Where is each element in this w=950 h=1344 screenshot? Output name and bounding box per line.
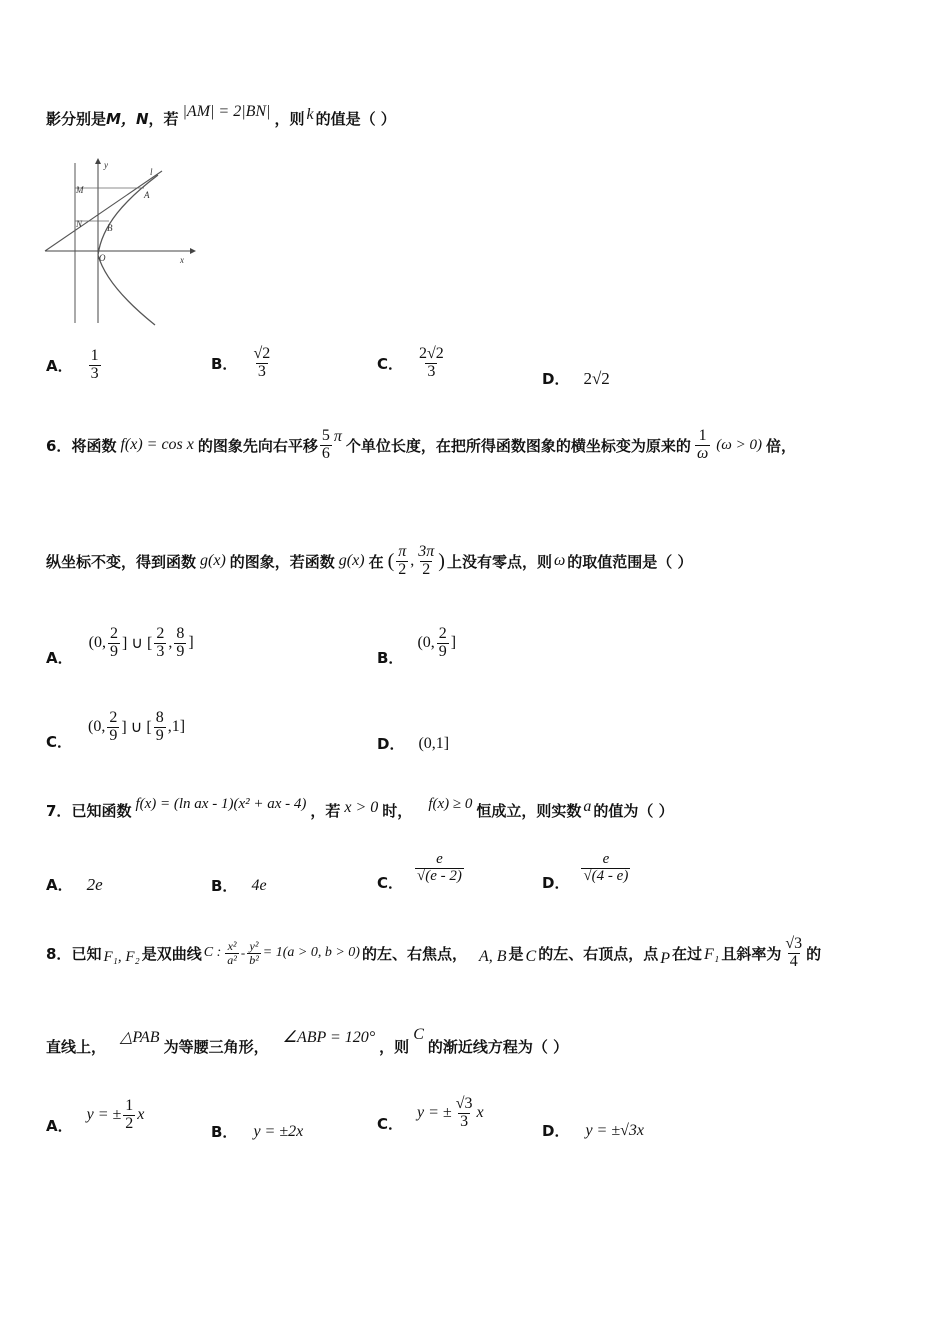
q8-text-5: 的左、右顶点，点 <box>538 944 659 963</box>
numerator: 2√2 <box>419 345 444 362</box>
q6-text-9: 的取值范围是（ ） <box>567 552 693 571</box>
option-label: C． <box>377 1114 404 1133</box>
q8-focus-f1: F₁ <box>704 946 720 964</box>
q8-text-3: 的左、右焦点， <box>361 944 467 963</box>
q8-angle: ∠ABP = 120° <box>282 1028 376 1046</box>
option-part: y = ± <box>86 1106 122 1124</box>
q6-shift-pi: π <box>333 428 342 446</box>
q8-option-b[interactable] <box>211 1121 303 1142</box>
q8-text-4: 是 <box>508 944 524 963</box>
option-part: ] <box>450 634 457 652</box>
q8-text-2: 是双曲线 <box>141 944 202 963</box>
numerator: y² <box>249 939 259 954</box>
label-m: M <box>76 185 84 195</box>
q7-text-5: 的值为（ ） <box>593 802 674 820</box>
option-fraction <box>174 626 186 661</box>
denominator: 3 <box>257 362 266 380</box>
option-value: 2e <box>86 874 103 894</box>
q5-text-d: 的值是（ ） <box>315 110 396 128</box>
label-b: B <box>107 223 113 233</box>
option-label: A． <box>46 356 73 375</box>
q7-text-1: 已知函数 <box>71 802 132 820</box>
q7-text-2: ，若 <box>310 802 341 820</box>
q6-text-4: 倍， <box>765 436 796 455</box>
q5-condition: |AM| = 2|BN| <box>182 102 271 120</box>
denominator: 3 <box>156 642 165 660</box>
denominator: 2 <box>398 560 407 578</box>
q6-text-3: 个单位长度，在把所得函数图象的横坐标变为原来的 <box>345 436 691 455</box>
q8-curve-ref-1: C <box>525 948 537 966</box>
q8-foci: F₁, F₂ <box>103 948 140 965</box>
denominator: √(e - 2) <box>417 867 462 884</box>
q8-x-term <box>225 940 239 966</box>
option-label: A． <box>46 1116 73 1135</box>
q8-curve-ref-2: C <box>413 1025 424 1043</box>
option-label: B． <box>211 354 238 373</box>
numerator: 3π <box>418 543 435 560</box>
label-n: N <box>76 219 83 229</box>
option-part: ] ∪ [ <box>121 635 153 653</box>
q7-option-c[interactable] <box>377 851 466 892</box>
option-label: B． <box>211 1123 238 1141</box>
option-fraction <box>154 626 166 661</box>
option-label: A． <box>46 648 73 667</box>
q8-text-10: 为等腰三角形， <box>163 1038 269 1056</box>
option-part: (0, <box>88 634 106 652</box>
question-number: 7． <box>46 802 72 820</box>
denominator: ω <box>696 444 709 462</box>
q6-option-c[interactable] <box>46 709 186 751</box>
q5-text-b: ，若 <box>148 110 179 128</box>
option-part: (0, <box>417 634 435 652</box>
numerator: 1 <box>698 427 707 444</box>
q7-option-d[interactable] <box>542 851 632 892</box>
option-part: ] <box>188 634 194 652</box>
numerator: e <box>436 851 443 867</box>
q6-interval-open: ( <box>387 549 395 572</box>
option-label: D． <box>377 735 405 753</box>
q6-g-function-2: g(x) <box>338 552 365 570</box>
numerator: 8 <box>176 625 185 642</box>
denominator: 3 <box>427 362 436 380</box>
label-o: O <box>99 253 106 263</box>
numerator: √3 <box>785 935 803 952</box>
q6-interval-sep: , <box>410 552 415 570</box>
denominator: 9 <box>438 642 447 660</box>
numerator: 2 <box>438 625 447 642</box>
denominator: √(4 - e) <box>583 867 629 884</box>
option-label: B． <box>377 648 404 667</box>
option-fraction <box>123 1098 135 1133</box>
numerator: 2 <box>109 709 118 726</box>
q8-text-7: 且斜率为 <box>721 944 782 963</box>
q6-text-5: 纵坐标不变，得到函数 <box>46 552 197 571</box>
q7-option-a[interactable] <box>46 874 103 895</box>
numerator: 2 <box>109 625 118 642</box>
x-axis-arrow <box>190 248 196 254</box>
label-x: x <box>180 255 184 265</box>
q7-function: f(x) = (ln ax - 1)(x² + ax - 4) <box>135 796 307 812</box>
option-value: 2√2 <box>583 368 610 388</box>
denominator: 9 <box>176 642 185 660</box>
q8-option-c[interactable] <box>377 1096 484 1131</box>
q5-option-d[interactable] <box>542 368 610 389</box>
option-part: x <box>137 1106 145 1124</box>
q8-option-d[interactable] <box>542 1120 644 1141</box>
q6-option-a[interactable] <box>46 625 194 667</box>
q5-option-b[interactable] <box>211 346 274 381</box>
q6-g-function-1: g(x) <box>200 552 226 570</box>
denominator: 2 <box>422 560 431 578</box>
option-fraction <box>415 852 464 885</box>
numerator: 1 <box>90 347 99 364</box>
line-l <box>45 171 162 251</box>
q5-var-k: k <box>306 105 314 123</box>
q5-option-a[interactable] <box>46 348 103 383</box>
q8-text-11: ，则 <box>379 1038 410 1056</box>
numerator: 8 <box>155 709 164 726</box>
q8-text-12: 的渐近线方程为（ ） <box>427 1038 569 1056</box>
option-fraction <box>107 710 119 745</box>
q6-option-d[interactable] <box>377 733 449 754</box>
q6-omega-condition: (ω > 0) <box>716 436 762 453</box>
q8-curve-c: C : <box>203 945 222 961</box>
option-label: C． <box>377 354 404 373</box>
option-part: (0, <box>88 718 106 736</box>
option-value: y = ±2x <box>253 1122 304 1140</box>
label-l: l <box>150 167 153 177</box>
question-number: 8． <box>46 944 72 963</box>
option-value: (0,1] <box>418 734 450 752</box>
numerator: √2 <box>253 345 271 362</box>
q6-scale-fraction <box>695 428 710 463</box>
q6-interval-close: ) <box>438 549 445 572</box>
q6-stem-line1 <box>46 428 796 463</box>
q8-stem-line2 <box>46 1025 569 1057</box>
q5-text-a: 影分别是 <box>46 110 107 128</box>
denominator: 6 <box>321 444 330 462</box>
option-part: ] ∪ [ <box>121 719 152 737</box>
q6-text-2: 的图象先向右平移 <box>197 436 318 455</box>
numerator: 2 <box>156 625 165 642</box>
q7-text-3: 时， <box>382 802 413 820</box>
y-axis-arrow <box>95 158 101 164</box>
q7-condition-x: x > 0 <box>344 798 379 816</box>
denominator: 4 <box>789 952 798 970</box>
denominator: 3 <box>90 364 99 382</box>
option-value: y = ±√3x <box>585 1121 645 1139</box>
q8-text-9: 直线上， <box>46 1038 107 1056</box>
denominator: a² <box>227 952 237 967</box>
q5-stem <box>46 102 396 129</box>
option-label: D． <box>542 370 570 388</box>
numerator: 1 <box>125 1097 134 1114</box>
q6-omega: ω <box>553 552 566 570</box>
option-fraction <box>437 626 449 661</box>
q8-option-a[interactable] <box>46 1098 144 1133</box>
q7-option-b[interactable] <box>211 875 267 896</box>
denominator: 3 <box>460 1112 469 1130</box>
q8-text-6: 在过 <box>672 944 703 963</box>
option-fraction <box>251 346 272 381</box>
option-value: 4e <box>251 876 267 894</box>
option-fraction <box>154 710 166 745</box>
label-a: A <box>144 190 150 200</box>
q6-text-8: 上没有零点，则 <box>446 552 552 571</box>
q6-function: f(x) = cos x <box>120 436 194 454</box>
q6-interval-lower <box>396 544 408 579</box>
option-fraction <box>417 346 446 381</box>
option-fraction <box>89 348 101 383</box>
q6-stem-line2 <box>46 544 693 579</box>
q6-text-1: 将函数 <box>71 436 117 455</box>
q6-text-6: 的图象，若函数 <box>229 552 335 571</box>
denominator: 9 <box>109 642 118 660</box>
q7-text-4: 恒成立，则实数 <box>476 802 582 820</box>
numerator: 5 <box>321 427 330 444</box>
denominator: 2 <box>125 1114 134 1132</box>
q8-triangle: △PAB <box>120 1028 160 1046</box>
option-label: C． <box>46 732 73 751</box>
q5-parabola-graph <box>40 155 200 330</box>
option-label: B． <box>211 877 238 895</box>
q6-option-b[interactable] <box>377 625 457 667</box>
numerator: √3 <box>455 1095 473 1112</box>
option-fraction <box>108 626 120 661</box>
q5-mn: M，N <box>106 110 149 128</box>
q8-stem-line1 <box>46 936 821 971</box>
numerator: x² <box>227 939 237 954</box>
option-fraction <box>454 1096 475 1131</box>
q6-text-7: 在 <box>368 552 384 571</box>
q8-minus: - <box>240 945 246 961</box>
q8-slope-fraction <box>783 936 804 971</box>
numerator: π <box>398 543 407 560</box>
q8-equation-tail: = 1(a > 0, b > 0) <box>262 945 360 961</box>
q8-vertices: A, B <box>478 948 507 966</box>
option-label: D． <box>542 873 570 892</box>
q7-stem <box>46 796 674 821</box>
option-part: x <box>476 1104 484 1122</box>
option-label: D． <box>542 1122 570 1140</box>
option-label: C． <box>377 873 404 892</box>
q5-option-c[interactable] <box>377 346 448 381</box>
q8-y-term <box>247 940 261 966</box>
q6-shift-fraction <box>320 428 332 463</box>
numerator: e <box>602 851 610 867</box>
q8-text-8: 的 <box>806 944 822 963</box>
q7-condition-f: f(x) ≥ 0 <box>428 796 473 812</box>
denominator: 9 <box>155 726 164 744</box>
denominator: 9 <box>109 726 118 744</box>
q6-interval-upper <box>416 544 436 579</box>
label-y: y <box>104 160 108 170</box>
option-part: ,1] <box>167 718 186 736</box>
option-fraction <box>581 852 630 885</box>
option-part: y = ± <box>417 1104 452 1122</box>
denominator: b² <box>249 952 259 967</box>
q8-point-p: P <box>660 950 671 968</box>
option-label: A． <box>46 876 73 894</box>
q7-var-a: a <box>583 797 592 815</box>
option-part: , <box>168 634 173 652</box>
q8-text-1: 已知 <box>71 944 102 963</box>
question-number: 6． <box>46 436 72 455</box>
q5-text-c: ，则 <box>274 110 305 128</box>
